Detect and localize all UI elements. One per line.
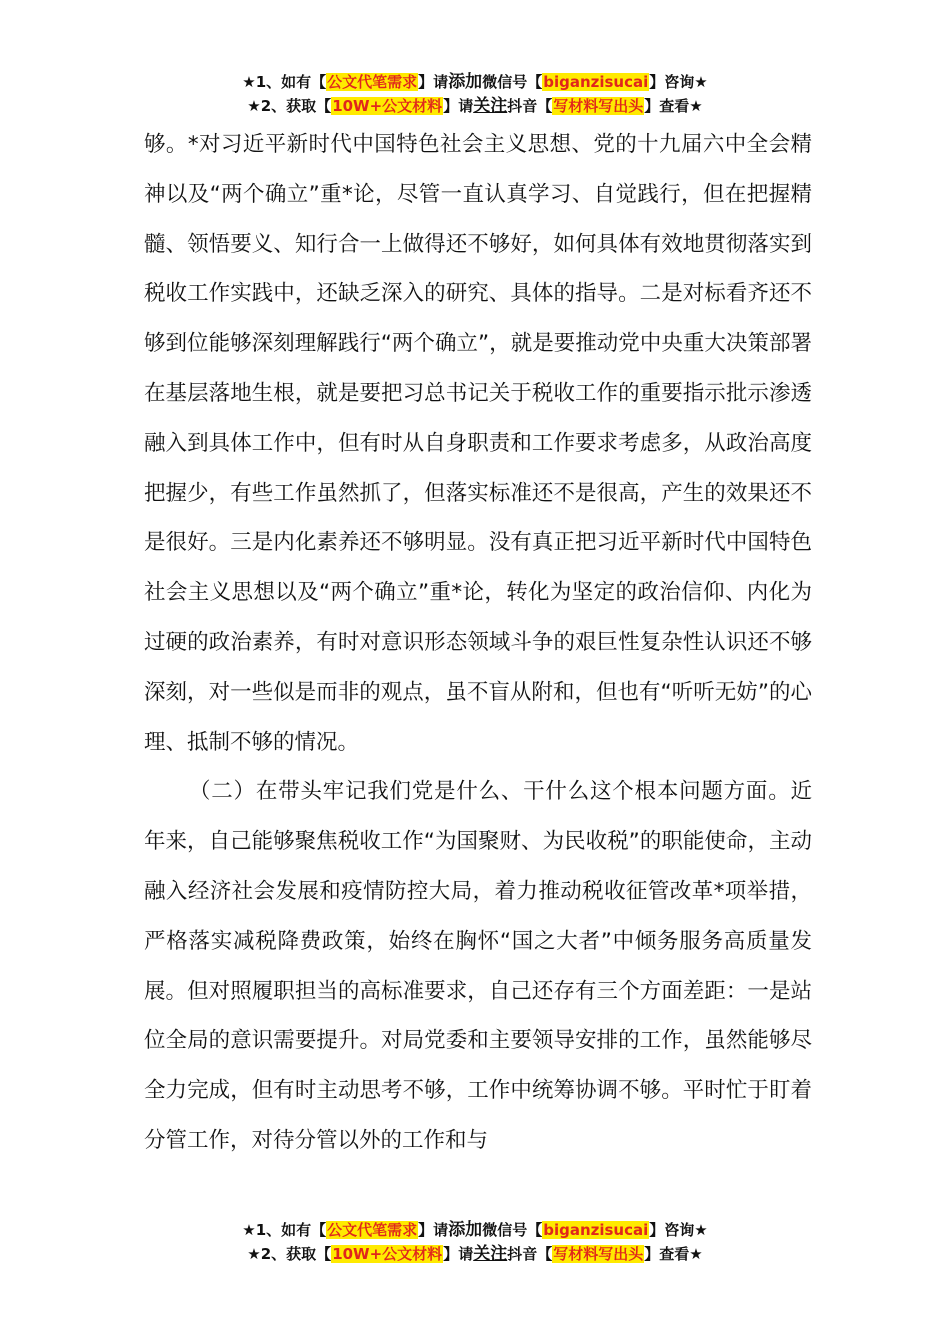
header-line-2-emphasis: 关注 [473,96,508,116]
header-line-2 [0,94,950,118]
footer-line-2 [0,1242,950,1266]
footer-line-2-highlight-douyin: 写材料写出头 [553,1245,644,1263]
header-line-1-emphasis: 添加 [448,72,483,92]
footer-line-1-emphasis: 添加 [448,1220,483,1240]
header-line-1-suffix: 】咨询★ [649,73,708,91]
footer-line-1-mid-2: 微信号【 [482,1221,543,1239]
footer-line-1-highlight-wechat: biganzisucai [543,1221,649,1239]
header-line-1-mid: 】请 [418,73,449,91]
header-line-2-highlight-materials: 10W+公文材料 [332,97,443,115]
header-line-2-mid-2: 抖音【 [507,97,553,115]
footer-line-2-emphasis: 关注 [473,1244,508,1264]
header-line-2-suffix: 】查看★ [644,97,703,115]
footer-line-1-prefix: ★1、如有【 [242,1221,327,1239]
header-line-1-highlight-service: 公文代笔需求 [327,73,418,91]
header-ad-banner [0,70,950,118]
footer-line-2-mid-2: 抖音【 [507,1245,553,1263]
document-body [144,120,812,1166]
footer-line-1-suffix: 】咨询★ [649,1221,708,1239]
footer-line-1-highlight-service: 公文代笔需求 [327,1221,418,1239]
footer-line-2-highlight-materials: 10W+公文材料 [332,1245,443,1263]
header-line-1-highlight-wechat: biganzisucai [543,73,649,91]
paragraph-continued: 够。*对习近平新时代中国特色社会主义思想、党的十九届六中全会精神以及“两个确立”重*论，尽管一直认真学习、自觉践行，但在把握精髓、领悟要义、知行合一上做得还不够好，如何具体有效地贯彻落实到税收工作实践中，还缺乏深入的研究、具体的指导。二是对标看齐还不够到位能够深刻理解践行“两个确立”，就是要推动党中央重大决策部署在基层落地生根，就是要把习总书记关于税收工作的重要指示批示渗透融入到具体工作中，但有时从自身职责和工作要求考虑多，从政治高度把握少，有些工作虽然抓了，但落实标准还不是很高，产生的效果还不是很好。三是内化素养还不够明显。没有真正把习近平新时代中国特色社会主义思想以及“两个确立”重*论，转化为坚定的政治信仰、内化为过硬的政治素养，有时对意识形态领域斗争的艰巨性复杂性认识还不够深刻，对一些似是而非的观点，虽不盲从附和，但也有“听听无妨”的心理、抵制不够的情况。 [144,132,812,755]
header-line-1 [0,70,950,94]
footer-ad-banner [0,1218,950,1266]
header-line-2-mid: 】请 [443,97,474,115]
footer-line-1 [0,1218,950,1242]
header-line-2-prefix: ★2、获取【 [247,97,332,115]
footer-line-2-prefix: ★2、获取【 [247,1245,332,1263]
header-line-1-mid-2: 微信号【 [482,73,543,91]
footer-line-2-mid: 】请 [443,1245,474,1263]
footer-line-1-mid: 】请 [418,1221,449,1239]
footer-line-2-suffix: 】查看★ [644,1245,703,1263]
paragraph-section-two: （二）在带头牢记我们党是什么、干什么这个根本问题方面。近年来，自己能够聚焦税收工作“为国聚财、为民收税”的职能使命，主动融入经济社会发展和疫情防控大局，着力推动税收征管改革*项举措，严格落实减税降费政策，始终在胸怀“国之大者”中倾务服务高质量发展。但对照履职担当的高标准要求，自己还存有三个方面差距：一是站位全局的意识需要提升。对局党委和主要领导安排的工作，虽然能够尽全力完成，但有时主动思考不够，工作中统筹协调不够。平时忙于盯着分管工作，对待分管以外的工作和与 [144,779,812,1153]
header-line-1-prefix: ★1、如有【 [242,73,327,91]
header-line-2-highlight-douyin: 写材料写出头 [553,97,644,115]
